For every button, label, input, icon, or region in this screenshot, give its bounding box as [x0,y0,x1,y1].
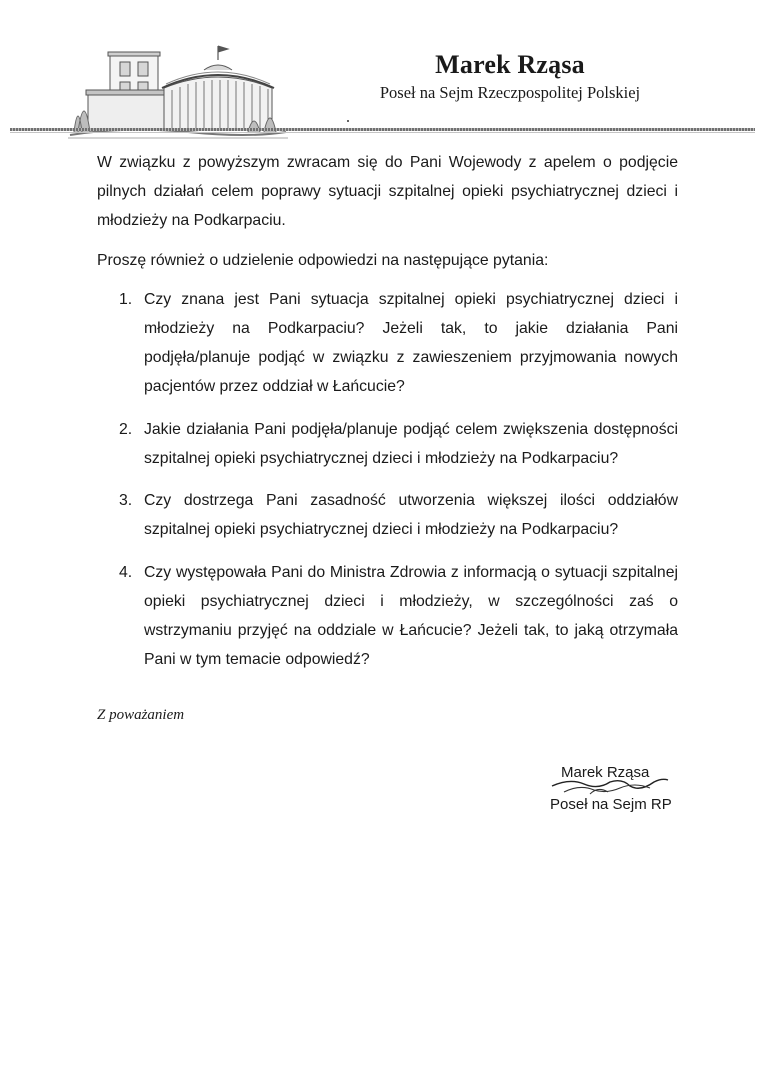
question-number: 2. [119,421,133,438]
sejm-building-icon [68,40,288,140]
questions-list [97,285,678,674]
signature-name: Marek Rząsa [561,764,650,781]
question-item [97,415,678,473]
author-name: Marek Rząsa [435,50,585,79]
question-number: 1. [119,291,133,308]
scan-speck [347,120,349,122]
question-item [97,558,678,674]
question-text: Czy dostrzega Pani zasadność utworzenia większej ilości oddziałów szpitalnej opieki psychiatrycznej dzieci i młodzieży na Podkarpaciu? [144,492,678,538]
letterhead-author [360,50,660,104]
question-text: Czy występowała Pani do Ministra Zdrowia z informacją o sytuacji szpitalnej opieki psychiatrycznej dzieci i młodzieży, w szczególności zaś o wstrzymaniu przyjęć na oddziale w Łańcucie? Jeżeli tak, to jaką otrzymała Pani w tym temacie odpowiedź? [144,564,678,668]
letterhead-rule-thin [10,132,755,133]
question-item [97,486,678,544]
question-text: Czy znana jest Pani sytuacja szpitalnej opieki psychiatrycznej dzieci i młodzieży na Podkarpaciu? Jeżeli tak, to jakie działania Pani podjęła/planuje podjąć w związku z zawieszeniem przyjmowania nowych pacjentów przez oddział w Łańcucie? [144,291,678,395]
author-title: Poseł na Sejm Rzeczpospolitej Polskiej [379,83,641,102]
signature-role: Poseł na Sejm RP [550,796,672,813]
closing-salutation: Z poważaniem [97,707,185,723]
question-text: Jakie działania Pani podjęła/planuje podjąć celem zwiększenia dostępności szpitalnej opieki psychiatrycznej dzieci i młodzieży na Podkarpaciu? [144,421,678,467]
intro-paragraph: W związku z powyższym zwracam się do Pani Wojewody z apelem o podjęcie pilnych działań celem poprawy sytuacji szpitalnej opieki psychiatrycznej dzieci i młodzieży na Podkarpaciu. [97,154,678,229]
letterhead-rule [10,128,755,131]
question-number: 4. [119,564,133,581]
request-paragraph: Proszę również o udzielenie odpowiedzi na następujące pytania: [97,252,549,269]
question-number: 3. [119,492,133,509]
question-item [97,285,678,401]
